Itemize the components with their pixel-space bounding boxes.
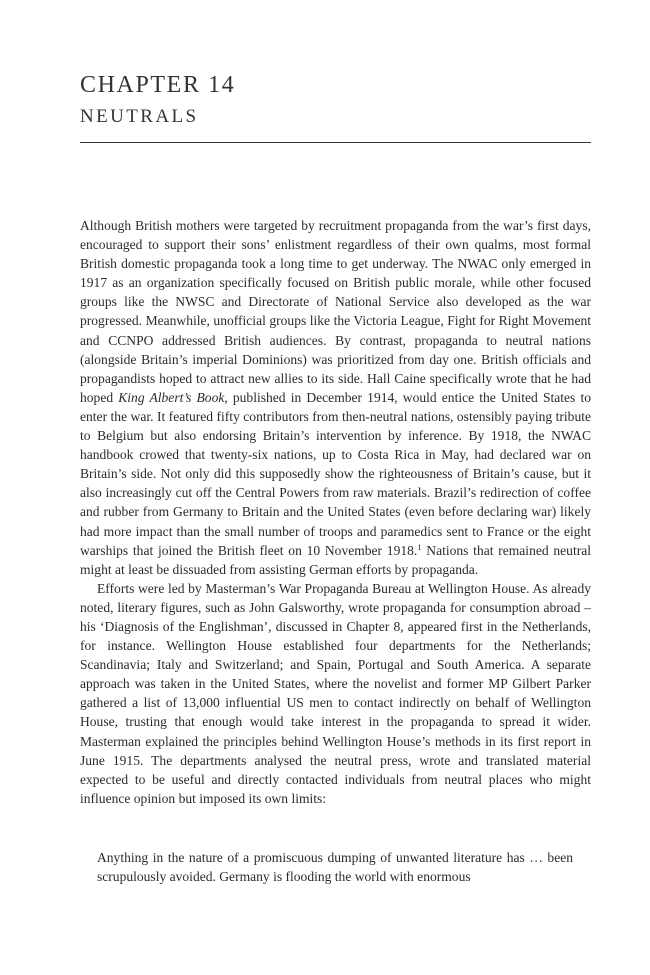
book-page [80,0,591,975]
footnote-reference[interactable]: 1 [417,541,422,552]
paragraph-1-text-b: , published in December 1914, would entice the United States to enter the war. It featured fifty contributors from then-neutral nations, ostensibly paying tribute to Belgium but also endorsing Britain’s intervention by inference. By 1918, the NWAC handbook crowed that twenty-six nations, up to Costa Rica in May, had declared war on Britain’s side. Not only did this supposedly show the righteousness of Britain’s cause, but it also increasingly cut off the Central Powers from raw materials. Brazil’s redirection of coffee and rubber from Germany to Britain and the United States (even before declaring war) likely had more impact than the small number of troops and paramedics sent to France or the eight warships that joined the British fleet on 10 November 1918. [80,389,591,558]
book-title-italic: King Albert’s Book [118,389,225,405]
chapter-title: NEUTRALS [80,106,199,127]
chapter-number: CHAPTER 14 [80,72,236,98]
block-quote: Anything in the nature of a promiscuous dumping of unwanted literature has … been scrupulously avoided. Germany is flooding the world with enormous [97,850,573,885]
paragraph-1-text-c: Nations that remained neutral might at least be dissuaded from assisting German efforts by propaganda. [80,542,591,577]
paragraph-1 [80,216,591,579]
chapter-heading-rule [80,142,591,143]
paragraph-1-text-a: Although British mothers were targeted by recruitment propaganda from the war’s first days, encouraged to support their sons’ enlistment regardless of their own qualms, most formal British domestic propaganda took a long time to get underway. The NWAC only emerged in 1917 as an organization specifically focused on British public morale, while other focused groups like the NWSC and Directorate of National Service also developed as the war progressed. Meanwhile, unofficial groups like the Victoria League, Fight for Right Movement and CCNPO addressed British audiences. By contrast, propaganda to neutral nations (alongside Britain’s imperial Dominions) was prioritized from day one. British officials and propagandists hoped to attract new allies to its side. Hall Caine specifically wrote that he had hoped [80,218,591,405]
paragraph-2: Efforts were led by Masterman’s War Propaganda Bureau at Wellington House. As already noted, literary figures, such as John Galsworthy, wrote propaganda for consumption abroad – his ‘Diagnosis of the Englishman’, discussed in Chapter 8, appeared first in the Netherlands, for instance. Wellington House established four departments for the Netherlands; Scandinavia; Italy and Switzerland; and Spain, Portugal and South America. A separate approach was taken in the United States, where the novelist and former MP Gilbert Parker gathered a list of 13,000 influential US men to contact indirectly on behalf of Wellington House, trusting that enough would take interest in the propaganda to spread it wider. Masterman explained the principles behind Wellington House’s methods in its first report in June 1915. The departments analysed the neutral press, wrote and translated material expected to be useful and directly contacted individuals from neutral places who might influence opinion but imposed its own limits: [80,580,591,806]
chapter-body [80,216,591,808]
